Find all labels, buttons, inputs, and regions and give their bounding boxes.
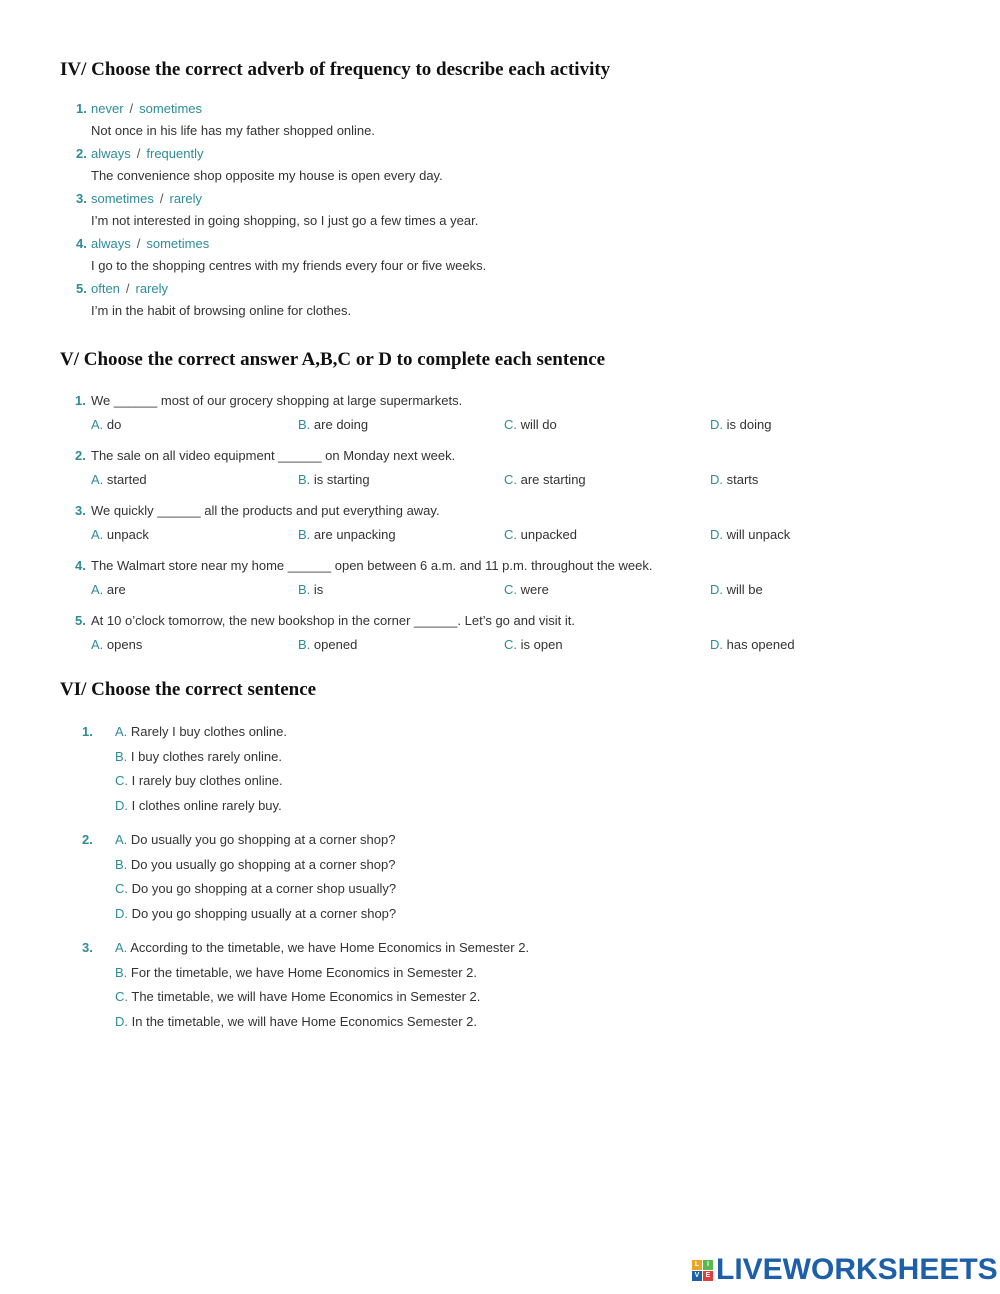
logo-block: I [703,1260,713,1270]
option-text: The timetable, we will have Home Economics in Semester 2. [131,989,481,1005]
option-text: were [520,582,549,597]
section-6-title: VI/ Choose the correct sentence [60,679,317,700]
answer-option-c[interactable] [504,582,549,597]
logo-block: V [692,1271,702,1281]
question-number: 2. [82,832,93,847]
activity-sentence: I go to the shopping centres with my friends every four or five weeks. [91,258,487,273]
sentence-option-d[interactable] [115,1014,477,1029]
question-text: We quickly ______ all the products and put everything away. [91,503,440,518]
question-number: 2. [76,146,87,161]
question-number: 1. [76,101,87,116]
question-number: 4. [76,236,87,251]
option-letter: A. [91,582,104,597]
question-number: 3. [76,191,87,206]
question-number: 5. [76,281,87,296]
option-text: started [106,472,147,487]
option-text: Do you usually go shopping at a corner shop? [130,856,396,872]
activity-sentence: The convenience shop opposite my house is open every day. [91,168,443,183]
sentence-option-c[interactable] [115,773,283,788]
question-text: At 10 o’clock tomorrow, the new bookshop in the corner ______. Let’s go and visit it. [91,613,575,628]
sentence-option-d[interactable] [115,798,282,813]
option-letter: B. [298,472,311,487]
sentence-option-a[interactable] [115,940,529,955]
answer-option-d[interactable] [710,582,763,597]
option-letter: D. [710,582,723,597]
activity-sentence: Not once in his life has my father shopped online. [91,123,376,138]
sentence-option-b[interactable] [115,857,395,872]
answer-option-c[interactable] [504,472,586,487]
option-text: starts [726,472,759,487]
option-letter: C. [115,989,128,1005]
option-1[interactable]: never [91,101,124,116]
slash-separator: / [136,236,141,251]
activity-sentence: I’m in the habit of browsing online for clothes. [91,303,352,318]
sentence-option-d[interactable] [115,906,396,921]
option-2[interactable]: sometimes [146,236,210,251]
logo-block: L [692,1260,702,1270]
option-letter: D. [115,906,128,922]
slash-separator: / [129,101,134,116]
logo-text: LIVEWORKSHEETS [716,1253,998,1286]
option-letter: C. [504,472,517,487]
option-2[interactable]: rarely [169,191,202,206]
option-letter: C. [115,773,128,789]
option-2[interactable]: sometimes [139,101,203,116]
question-number: 2. [75,448,86,463]
answer-option-a[interactable] [91,417,121,432]
option-letter: C. [504,417,517,432]
frequency-option-pair [91,101,202,116]
option-text: opens [106,637,143,652]
option-text: is doing [726,417,772,432]
answer-option-c[interactable] [504,417,557,432]
answer-option-a[interactable] [91,527,149,542]
answer-option-a[interactable] [91,582,126,597]
answer-option-c[interactable] [504,527,577,542]
option-text: Do you go shopping at a corner shop usually? [131,881,397,897]
logo-block: E [703,1271,713,1281]
sentence-option-b[interactable] [115,749,282,764]
sentence-option-a[interactable] [115,724,287,739]
option-text: unpacked [520,527,578,542]
option-letter: C. [504,637,517,652]
option-letter: B. [298,582,311,597]
option-text: will unpack [726,527,791,542]
question-text: The Walmart store near my home ______ open between 6 a.m. and 11 p.m. throughout the week. [91,558,653,573]
frequency-option-pair [91,236,209,251]
section-5-title: V/ Choose the correct answer A,B,C or D to complete each sentence [60,349,606,370]
answer-option-d[interactable] [710,637,795,652]
option-text: will do [520,417,557,432]
question-number: 3. [75,503,86,518]
answer-option-b[interactable] [298,527,396,542]
answer-option-d[interactable] [710,417,771,432]
option-1[interactable]: always [91,146,131,161]
frequency-option-pair [91,281,168,296]
option-text: are [106,582,126,597]
logo-mark-icon [692,1260,713,1281]
option-text: For the timetable, we have Home Economics in Semester 2. [130,964,478,980]
question-number: 1. [75,393,86,408]
frequency-option-pair [91,146,203,161]
option-text: Rarely I buy clothes online. [130,724,288,739]
option-text: I buy clothes rarely online. [130,748,282,764]
option-letter: B. [298,637,311,652]
option-letter: A. [91,527,104,542]
option-1[interactable]: often [91,281,120,296]
answer-option-b[interactable] [298,417,368,432]
sentence-option-c[interactable] [115,881,396,896]
option-text: are unpacking [313,527,396,542]
option-2[interactable]: frequently [146,146,204,161]
question-number: 3. [82,940,93,955]
option-letter: B. [298,417,311,432]
option-text: is [313,582,324,597]
option-text: In the timetable, we will have Home Economics Semester 2. [131,1014,477,1030]
option-text: unpack [106,527,149,542]
option-text: has opened [726,637,795,652]
option-letter: D. [710,527,723,542]
liveworksheets-logo [692,1255,998,1285]
option-letter: B. [115,964,128,980]
answer-option-d[interactable] [710,527,790,542]
option-letter: A. [91,637,104,652]
option-text: do [106,417,122,432]
answer-option-b[interactable] [298,472,370,487]
option-1[interactable]: always [91,236,131,251]
sentence-option-c[interactable] [115,989,480,1004]
answer-option-b[interactable] [298,637,357,652]
option-letter: D. [115,798,128,814]
option-text: Do you go shopping usually at a corner shop? [131,906,397,922]
question-number: 1. [82,724,93,739]
option-letter: B. [115,748,128,764]
option-text: is starting [313,472,370,487]
option-1[interactable]: sometimes [91,191,154,206]
option-letter: A. [115,940,128,955]
frequency-option-pair [91,191,202,206]
option-letter: A. [115,724,128,739]
activity-sentence: I’m not interested in going shopping, so I just go a few times a year. [91,213,479,228]
option-letter: B. [115,856,128,872]
sentence-option-a[interactable] [115,832,395,847]
option-text: opened [313,637,358,652]
question-text: We ______ most of our grocery shopping at large supermarkets. [91,393,463,408]
option-letter: B. [298,527,311,542]
option-letter: C. [504,527,517,542]
option-text: are starting [520,472,586,487]
option-letter: D. [710,637,723,652]
sentence-option-b[interactable] [115,965,477,980]
option-letter: C. [504,582,517,597]
option-text: According to the timetable, we have Home Economics in Semester 2. [130,940,530,955]
answer-option-c[interactable] [504,637,563,652]
question-number: 4. [75,558,86,573]
option-text: are doing [313,417,369,432]
option-letter: A. [91,472,104,487]
section-4-title: IV/ Choose the correct adverb of frequency to describe each activity [60,59,611,80]
question-number: 5. [75,613,86,628]
option-letter: D. [710,417,723,432]
answer-option-a[interactable] [91,472,147,487]
answer-option-b[interactable] [298,582,323,597]
slash-separator: / [136,146,141,161]
option-letter: A. [115,832,128,847]
answer-option-d[interactable] [710,472,758,487]
answer-option-a[interactable] [91,637,142,652]
option-text: I clothes online rarely buy. [131,798,282,814]
option-text: is open [520,637,563,652]
option-letter: C. [115,881,128,897]
option-letter: D. [710,472,723,487]
slash-separator: / [159,191,164,206]
option-text: I rarely buy clothes online. [131,773,283,789]
slash-separator: / [125,281,130,296]
option-2[interactable]: rarely [135,281,169,296]
option-text: will be [726,582,763,597]
question-text: The sale on all video equipment ______ on Monday next week. [91,448,456,463]
option-letter: D. [115,1014,128,1030]
option-letter: A. [91,417,104,432]
option-text: Do usually you go shopping at a corner shop? [130,832,396,847]
